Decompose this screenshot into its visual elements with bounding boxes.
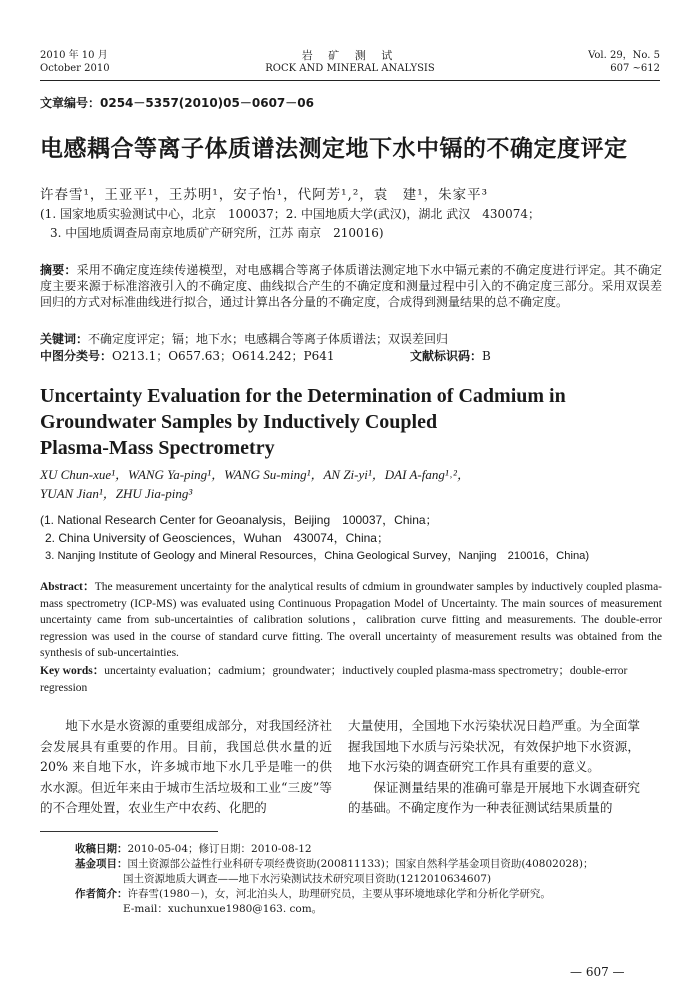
footnote-rule xyxy=(40,831,218,832)
body-column-right xyxy=(348,716,640,819)
keywords-en-text: uncertainty evaluation；cadmium；groundwater；inductively coupled plasma-mass spectrometry；double-error regression xyxy=(40,665,628,694)
class-number: O213.1；O657.63；O614.242；P641 xyxy=(112,349,335,363)
abstract-cn-label: 摘要： xyxy=(40,263,77,277)
footnote-fund-line-2: 国土资源地质大调查——地下水污染测试技术研究项目资助(1212010634607) xyxy=(123,873,492,885)
abstract-en-label: Abstract： xyxy=(40,581,95,593)
body-paragraph: 地下水是水资源的重要组成部分，对我国经济社会发展具有重要的作用。目前，我国总供水量的近 20% 来自地下水，许多城市地下水几乎是唯一的供水水源。但近年来由于城市生活垃圾和工业“三废”等的不合理处置，农业生产中农药、化肥的 xyxy=(40,718,332,816)
title-en-line-1: Uncertainty Evaluation for the Determination of Cadmium in xyxy=(40,385,566,407)
affiliation-en-line-1: (1. National Research Center for Geoanalysis，Beijing 100037，China； xyxy=(40,513,438,527)
footnote-fund: 基金项目：国土资源部公益性行业科研专项经费资助(200811133)；国家自然科学基金项目资助(40802028)； xyxy=(75,858,594,870)
abstract-cn-text: 采用不确定度连续传递模型，对电感耦合等离子体质谱法测定地下水中镉元素的不确定度进行评定。其不确定度主要来源于标准溶液引入的不确定度、曲线拟合产生的不确定度和测量过程中引入的不确定度三部分。采用双误差回归的方式对标准曲线进行拟合，通过计算出各分量的不确定度，合成得到测量结果的总不确定度。 xyxy=(40,263,662,310)
volume-info: Vol. 29，No. 5 607 ~612 xyxy=(588,50,660,74)
abstract-en xyxy=(40,579,662,662)
title-en xyxy=(40,383,660,461)
keywords-cn-label: 关键词： xyxy=(40,332,89,346)
body-paragraph: 保证测量结果的准确可靠是开展地下水调查研究的基础。不确定度作为一种表征测试结果质量的 xyxy=(348,779,640,816)
journal-name: 岩 矿 测 试 ROCK AND MINERAL ANALYSIS xyxy=(265,49,435,74)
classification-line xyxy=(40,347,660,364)
authors-en xyxy=(40,465,660,503)
class-label: 中图分类号： xyxy=(40,349,113,363)
body-column-left xyxy=(40,716,332,819)
title-cn: 电感耦合等离子体质谱法测定地下水中镉的不确定度评定 xyxy=(40,136,628,162)
abstract-en-text: The measurement uncertainty for the analytical results of cdmium in groundwater samples by inductively coupled plasma-mass spectrometry (ICP-MS) was evaluated using Continuous Propagation Model of Uncertainty. The main sources of measurement uncertainty came from sub-uncertainties of calibration solutions，calibration curve fitting and measurements. The double-error regression was used in the course of standard curve fitting. The overall uncertainty of measurement results was obtained from the synthesis of sub-uncertainties. xyxy=(40,581,662,660)
abstract-cn xyxy=(40,262,662,311)
title-en-line-2: Groundwater Samples by Inductively Coupled xyxy=(40,411,438,433)
article-number: 文章编号：0254－5357(2010)05－0607－06 xyxy=(40,96,314,110)
affiliation-cn-line-2: 3. 中国地质调查局南京地质矿产研究所，江苏 南京 210016) xyxy=(50,226,384,240)
affiliation-cn-line-1: (1. 国家地质实验测试中心，北京 100037；2. 中国地质大学(武汉)，湖北 武汉 430074； xyxy=(40,207,541,221)
doc-code-label: 文献标识码： xyxy=(410,349,483,363)
document-code xyxy=(410,347,491,364)
authors-en-line-2: YUAN Jian¹，ZHU Jia-ping³ xyxy=(40,486,193,501)
header-rule xyxy=(40,80,660,81)
affiliation-en-line-3: 3. Nanjing Institute of Geology and Mineral Resources，China Geological Survey，Nanjing 210016，China) xyxy=(45,550,590,562)
authors-cn: 许春雪¹，王亚平¹，王苏明¹，安子怡¹，代阿芳¹,²，袁 建¹，朱家平³ xyxy=(40,187,489,203)
authors-en-line-1: XU Chun-xue¹，WANG Ya-ping¹，WANG Su-ming¹，AN Zi-yi¹，DAI A-fang¹˒²， xyxy=(40,467,470,482)
body-paragraph: 大量使用，全国地下水污染状况日趋严重。为全面掌握我国地下水质与污染状况，有效保护地下水资源，地下水污染的调查研究工作具有重要的意义。 xyxy=(348,718,640,775)
title-en-line-3: Plasma-Mass Spectrometry xyxy=(40,437,275,459)
affiliation-en-line-2: 2. China University of Geosciences，Wuhan 430074，China； xyxy=(45,531,389,545)
footnote-email: E-mail：xuchunxue1980@163. com。 xyxy=(123,903,323,915)
keywords-cn-text: 不确定度评定；镉；地下水；电感耦合等离子体质谱法；双误差回归 xyxy=(88,332,449,346)
page-number: — 607 — xyxy=(570,965,625,979)
keywords-cn xyxy=(40,330,448,347)
footnote-received: 收稿日期：2010-05-04；修订日期：2010-08-12 xyxy=(75,843,312,855)
footnote-author: 作者简介：许春雪(1980－)，女，河北泊头人，助理研究员，主要从事环境地球化学和分析化学研究。 xyxy=(75,888,551,900)
keywords-en xyxy=(40,663,662,696)
doc-code-value: B xyxy=(482,349,491,363)
header-date: 2010 年 10 月 October 2010 xyxy=(40,50,110,74)
keywords-en-label: Key words： xyxy=(40,665,105,677)
